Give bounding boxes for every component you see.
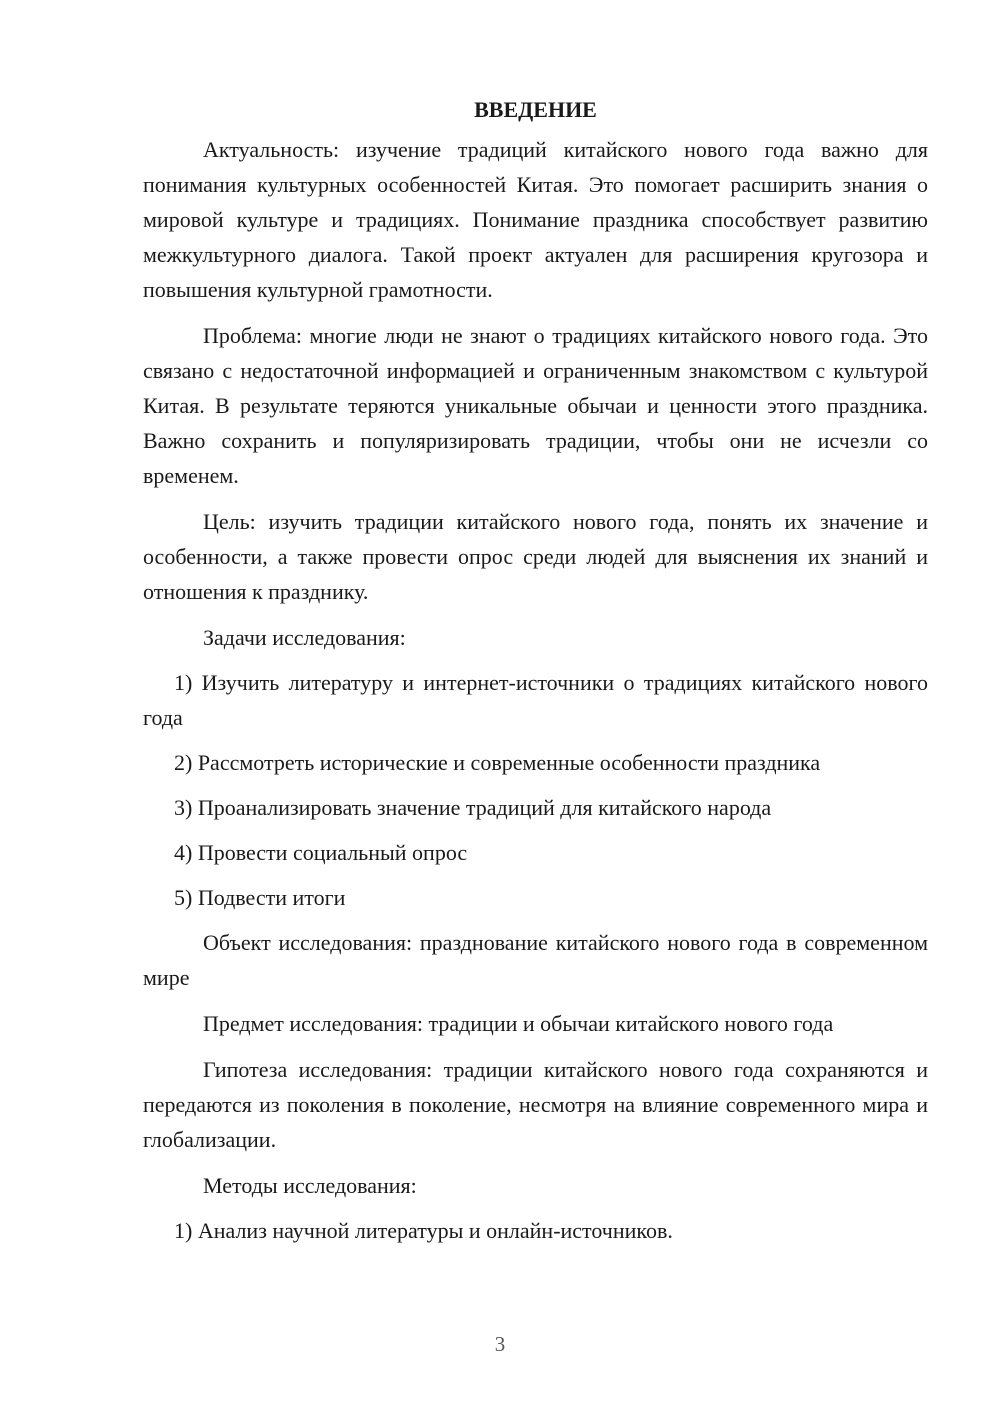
relevance-paragraph: Актуальность: изучение традиций китайского нового года важно для понимания культурных особенностей Китая. Это помогает расширить знания о мировой культуре и традициях. Понимание праздника способствует развитию межкультурного диалога. Такой проект актуален для расширения кругозора и повышения культурной грамотности.: [143, 137, 928, 302]
task-item: 4) Провести социальный опрос: [174, 840, 468, 865]
task-item: 1) Изучить литературу и интернет-источники о традициях китайского нового года: [143, 670, 928, 730]
subject-paragraph: Предмет исследования: традиции и обычаи китайского нового года: [203, 1011, 834, 1036]
goal-paragraph: Цель: изучить традиции китайского нового года, понять их значение и особенности, а также провести опрос среди людей для выяснения их знаний и отношения к празднику.: [143, 509, 928, 604]
document-page: [143, 92, 928, 1258]
tasks-list: [143, 665, 928, 915]
task-item: 2) Рассмотреть исторические и современные особенности праздника: [174, 750, 821, 775]
methods-heading: Методы исследования:: [203, 1173, 417, 1198]
problem-paragraph: Проблема: многие люди не знают о традициях китайского нового года. Это связано с недостаточной информацией и ограниченным знакомством с культурой Китая. В результате теряются уникальные обычаи и ценности этого праздника. Важно сохранить и популяризировать традиции, чтобы они не исчезли со временем.: [143, 323, 928, 488]
page-title: ВВЕДЕНИЕ: [474, 97, 597, 122]
object-paragraph: Объект исследования: празднование китайского нового года в современном мире: [143, 930, 928, 990]
page-number: 3: [494, 1332, 506, 1356]
task-item: 5) Подвести итоги: [174, 885, 346, 910]
tasks-heading: Задачи исследования:: [203, 625, 406, 650]
method-item: 1) Анализ научной литературы и онлайн-источников.: [174, 1218, 673, 1243]
hypothesis-paragraph: Гипотеза исследования: традиции китайского нового года сохраняются и передаются из поколения в поколение, несмотря на влияние современного мира и глобализации.: [143, 1057, 928, 1152]
task-item: 3) Проанализировать значение традиций для китайского народа: [174, 795, 772, 820]
methods-list: [143, 1213, 928, 1248]
